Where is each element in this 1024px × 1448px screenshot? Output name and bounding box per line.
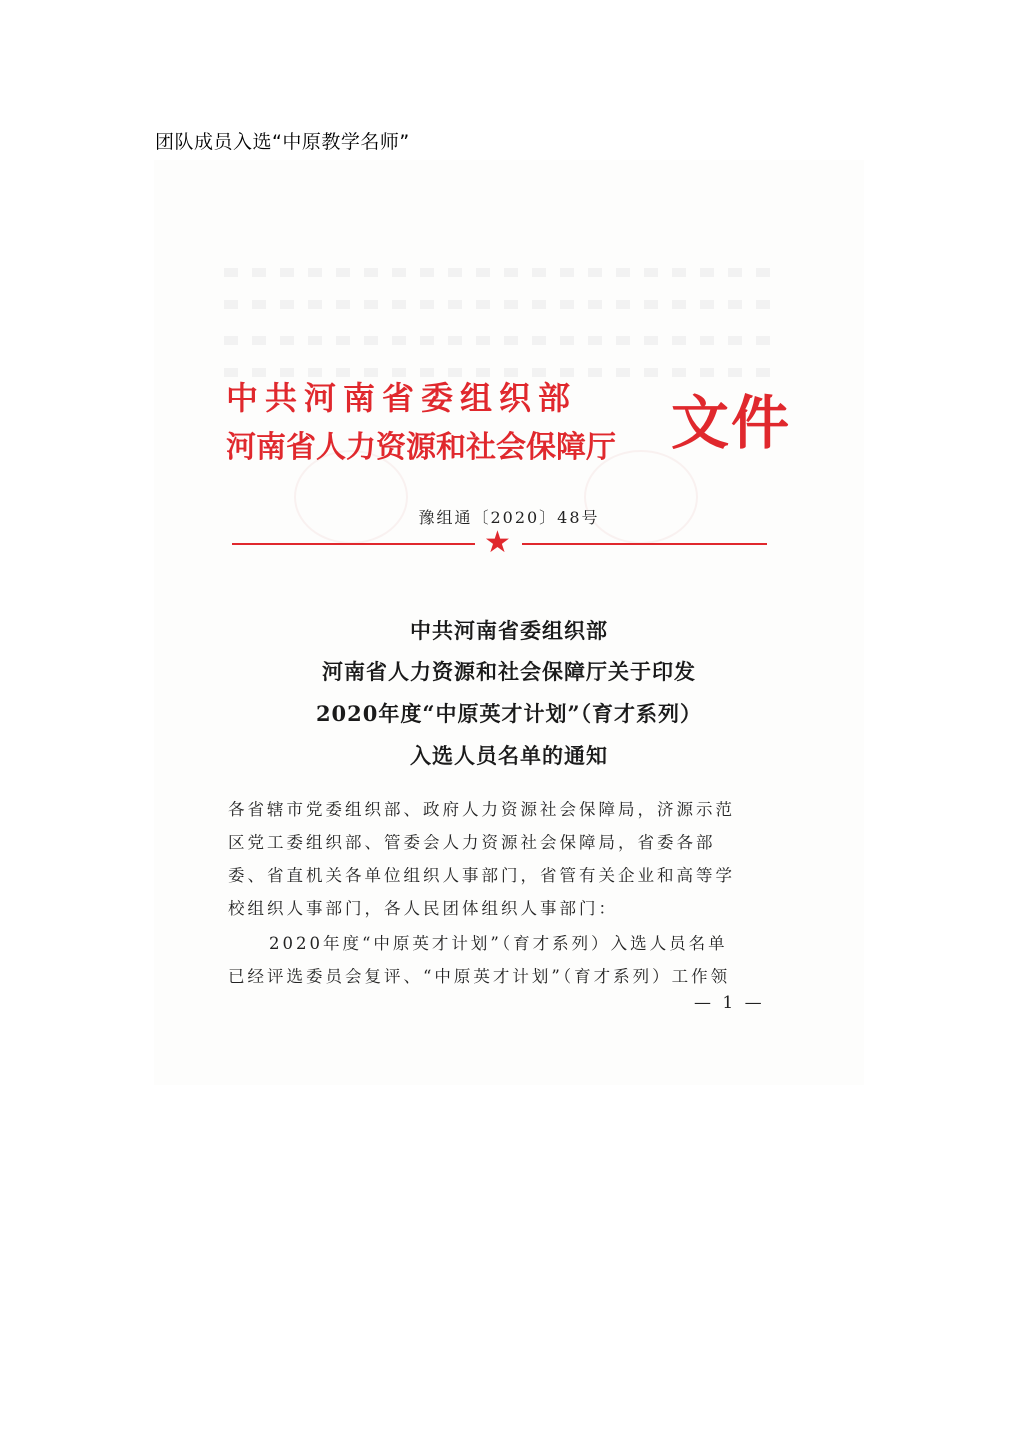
bleed-through-line xyxy=(224,268,784,277)
body-line-4: 校组织人事部门，各人民团体组织人事部门： xyxy=(228,899,618,918)
page-number: — 1 — xyxy=(694,993,765,1013)
red-rule-left xyxy=(232,543,475,545)
title-line-3: 2020年度“中原英才计划”（育才系列） xyxy=(315,701,703,726)
document-number: 豫组通〔2020〕48号 xyxy=(418,508,600,527)
body-line-3: 委、省直机关各单位组织人事部门，省管有关企业和高等学 xyxy=(228,866,735,885)
body-line-1: 各省辖市党委组织部、政府人力资源社会保障局，济源示范 xyxy=(228,800,735,819)
header-line-2: 河南省人力资源和社会保障厅 xyxy=(226,430,616,465)
body-line-5: 2020年度“中原英才计划”（育才系列）入选人员名单 xyxy=(269,934,728,953)
caption-text: 团队成员入选“中原教学名师” xyxy=(155,131,410,153)
header-line-1: 中共河南省委组织部 xyxy=(226,379,578,417)
body-line-2: 区党工委组织部、管委会人力资源社会保障局，省委各部 xyxy=(228,833,716,852)
header-doc-word: 文件 xyxy=(671,389,792,457)
star-icon: ★ xyxy=(484,525,511,560)
body-line-6: 已经评选委员会复评、“中原英才计划”（育才系列）工作领 xyxy=(228,967,731,986)
red-rule-right xyxy=(522,543,767,545)
title-line-2: 河南省人力资源和社会保障厅关于印发 xyxy=(322,659,696,684)
scanned-document xyxy=(154,160,864,1085)
bleed-through-line xyxy=(224,336,784,345)
title-line-1: 中共河南省委组织部 xyxy=(410,618,608,643)
bleed-through-line xyxy=(224,368,784,377)
title-line-4: 入选人员名单的通知 xyxy=(410,743,608,768)
bleed-through-line xyxy=(224,300,784,309)
